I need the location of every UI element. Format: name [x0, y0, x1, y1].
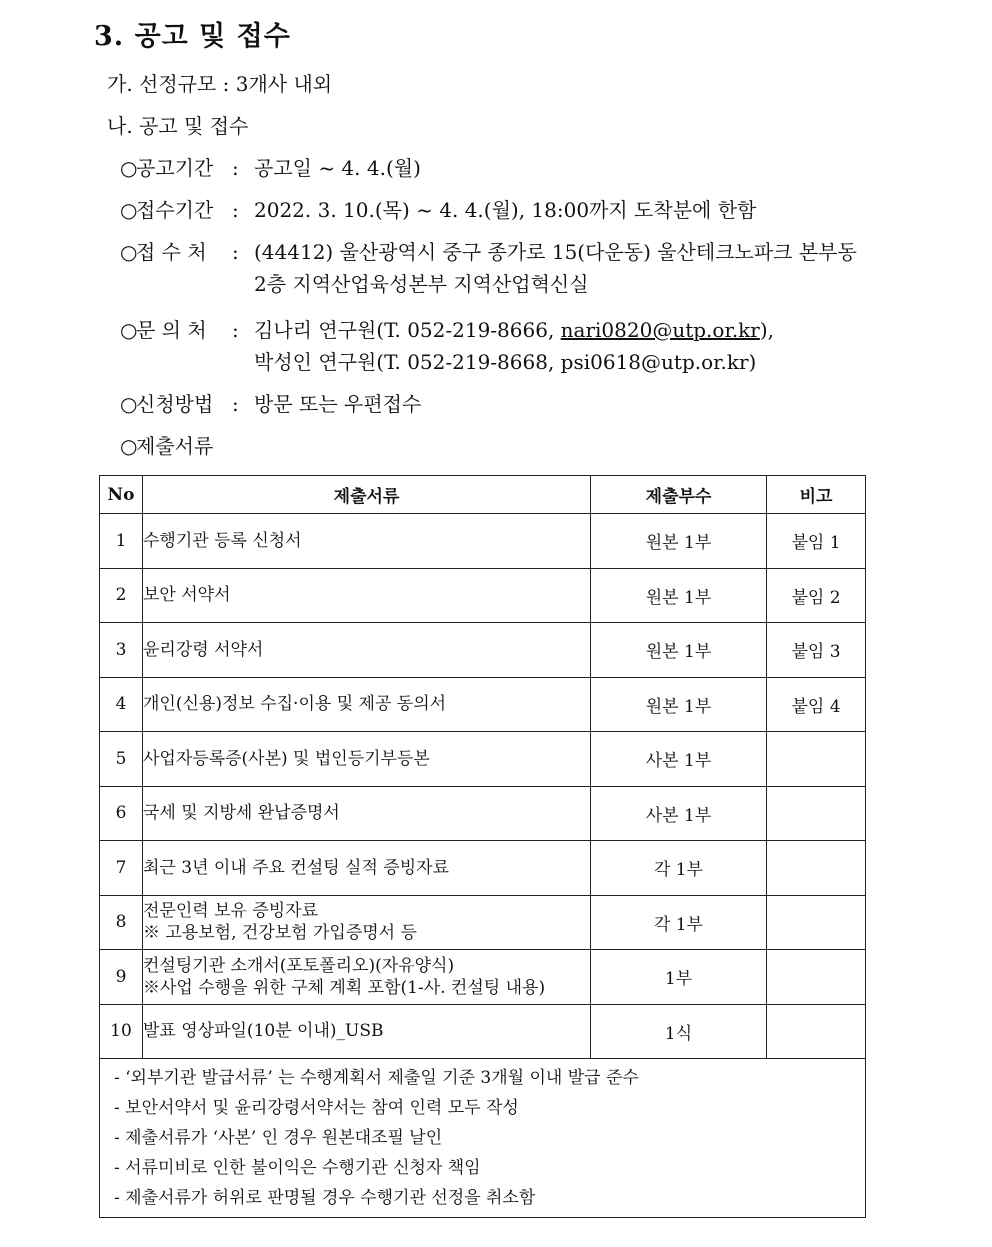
table-row: [100, 786, 866, 841]
note-item: - 제출서류가 ‘사본’ 인 경우 원본대조필 날인: [114, 1128, 443, 1148]
item-label: 공고기간: [136, 156, 214, 180]
table-header-row: [100, 476, 866, 514]
row-document: 윤리강령 서약서: [143, 623, 591, 678]
row-copies: 원본 1부: [591, 514, 767, 569]
row-remarks: [767, 895, 866, 950]
item-documents: [120, 430, 213, 459]
item-separator: :: [232, 240, 239, 264]
row-document-line1: 전문인력 보유 증빙자료: [143, 901, 319, 922]
item-label: 신청방법: [136, 392, 214, 416]
row-copies: 원본 1부: [591, 568, 767, 623]
item-label: 문 의 처: [136, 318, 207, 342]
table-row: [100, 623, 866, 678]
row-document: [143, 950, 591, 1005]
item-separator: :: [232, 198, 239, 222]
row-document: 국세 및 지방세 완납증명서: [143, 786, 591, 841]
table-row: [100, 950, 866, 1005]
item-separator: :: [232, 318, 239, 342]
table-notes-row: [100, 1059, 866, 1218]
note-item: - 제출서류가 허위로 판명될 경우 수행기관 선정을 취소함: [114, 1188, 536, 1208]
item-value: 공고일 ~ 4. 4.(월): [254, 156, 421, 180]
row-document: [143, 895, 591, 950]
row-copies: 각 1부: [591, 895, 767, 950]
table-row: [100, 514, 866, 569]
bullet-icon: ○: [120, 392, 138, 416]
table-row: [100, 732, 866, 787]
item-announcement-period: [120, 152, 421, 181]
row-copies: 사본 1부: [591, 786, 767, 841]
item-reception-period: [120, 194, 756, 223]
item-separator: :: [232, 156, 239, 180]
header-no: No: [100, 476, 143, 514]
bullet-icon: ○: [120, 318, 138, 342]
item-value: 2022. 3. 10.(목) ~ 4. 4.(월), 18:00까지 도착분에 한함: [254, 198, 757, 222]
row-document: 개인(신용)정보 수집·이용 및 제공 동의서: [143, 677, 591, 732]
bullet-icon: ○: [120, 434, 138, 458]
selection-scale: 가. 선정규모 : 3개사 내외: [107, 72, 333, 96]
row-remarks: [767, 732, 866, 787]
item-contact: [120, 314, 774, 343]
row-document: 발표 영상파일(10분 이내)_USB: [143, 1004, 591, 1059]
row-document: 사업자등록증(사본) 및 법인등기부등본: [143, 732, 591, 787]
header-document: 제출서류: [143, 476, 591, 514]
row-no: 5: [100, 732, 143, 787]
row-remarks: [767, 841, 866, 896]
row-copies: 원본 1부: [591, 677, 767, 732]
row-document-line1: 컨설팅기관 소개서(포토폴리오)(자유양식): [143, 955, 455, 976]
announcement-subheading: 나. 공고 및 접수: [107, 114, 249, 138]
item-application-method: [120, 388, 421, 417]
table-row: [100, 677, 866, 732]
note-item: - 보안서약서 및 윤리강령서약서는 참여 인력 모두 작성: [114, 1098, 519, 1118]
row-remarks: 붙임 1: [767, 514, 866, 569]
note-item: - 서류미비로 인한 불이익은 수행기관 신청자 책임: [114, 1158, 481, 1178]
row-remarks: [767, 786, 866, 841]
item-label: 접수기간: [136, 198, 214, 222]
section-heading: 3. 공고 및 접수: [94, 21, 291, 52]
note-item: - ‘외부기관 발급서류’ 는 수행계획서 제출일 기준 3개월 이내 발급 준수: [114, 1068, 639, 1088]
row-no: 9: [100, 950, 143, 1005]
row-no: 6: [100, 786, 143, 841]
item-reception-place: [120, 236, 857, 265]
row-document: 최근 3년 이내 주요 컨설팅 실적 증빙자료: [143, 841, 591, 896]
item-reception-place-line2: 2층 지역산업육성본부 지역산업혁신실: [254, 272, 589, 296]
row-copies: 1식: [591, 1004, 767, 1059]
row-copies: 원본 1부: [591, 623, 767, 678]
item-value: (44412) 울산광역시 중구 종가로 15(다운동) 울산테크노파크 본부동: [254, 240, 857, 264]
row-no: 1: [100, 514, 143, 569]
row-copies: 사본 1부: [591, 732, 767, 787]
item-value: 방문 또는 우편접수: [254, 392, 422, 416]
table-row: [100, 1004, 866, 1059]
row-remarks: [767, 950, 866, 1005]
bullet-icon: ○: [120, 240, 138, 264]
row-remarks: 붙임 3: [767, 623, 866, 678]
table-row: [100, 568, 866, 623]
row-no: 4: [100, 677, 143, 732]
bullet-icon: ○: [120, 156, 138, 180]
bullet-icon: ○: [120, 198, 138, 222]
row-no: 3: [100, 623, 143, 678]
row-no: 7: [100, 841, 143, 896]
item-label: 제출서류: [136, 434, 214, 458]
row-remarks: [767, 1004, 866, 1059]
row-no: 8: [100, 895, 143, 950]
header-copies: 제출부수: [591, 476, 767, 514]
row-remarks: 붙임 2: [767, 568, 866, 623]
row-document: 수행기관 등록 신청서: [143, 514, 591, 569]
row-no: 2: [100, 568, 143, 623]
table-row: [100, 841, 866, 896]
row-copies: 각 1부: [591, 841, 767, 896]
contact-suffix: ),: [759, 318, 775, 342]
item-separator: :: [232, 392, 239, 416]
row-no: 10: [100, 1004, 143, 1059]
email-link[interactable]: nari0820@utp.or.kr: [560, 318, 760, 342]
header-remarks: 비고: [767, 476, 866, 514]
row-document-line2: ※사업 수행을 위한 구체 계획 포함(1-사. 컨설팅 내용): [143, 977, 546, 998]
row-copies: 1부: [591, 950, 767, 1005]
row-remarks: 붙임 4: [767, 677, 866, 732]
item-contact-line2: 박성인 연구원(T. 052-219-8668, psi0618@utp.or.kr): [254, 350, 757, 374]
row-document: 보안 서약서: [143, 568, 591, 623]
table-notes: [100, 1059, 866, 1218]
row-document-line2: ※ 고용보험, 건강보험 가입증명서 등: [143, 923, 417, 944]
documents-table: [99, 475, 866, 1218]
item-label: 접 수 처: [136, 240, 207, 264]
table-row: [100, 895, 866, 950]
contact-prefix: 김나리 연구원(T. 052-219-8666,: [254, 318, 561, 342]
